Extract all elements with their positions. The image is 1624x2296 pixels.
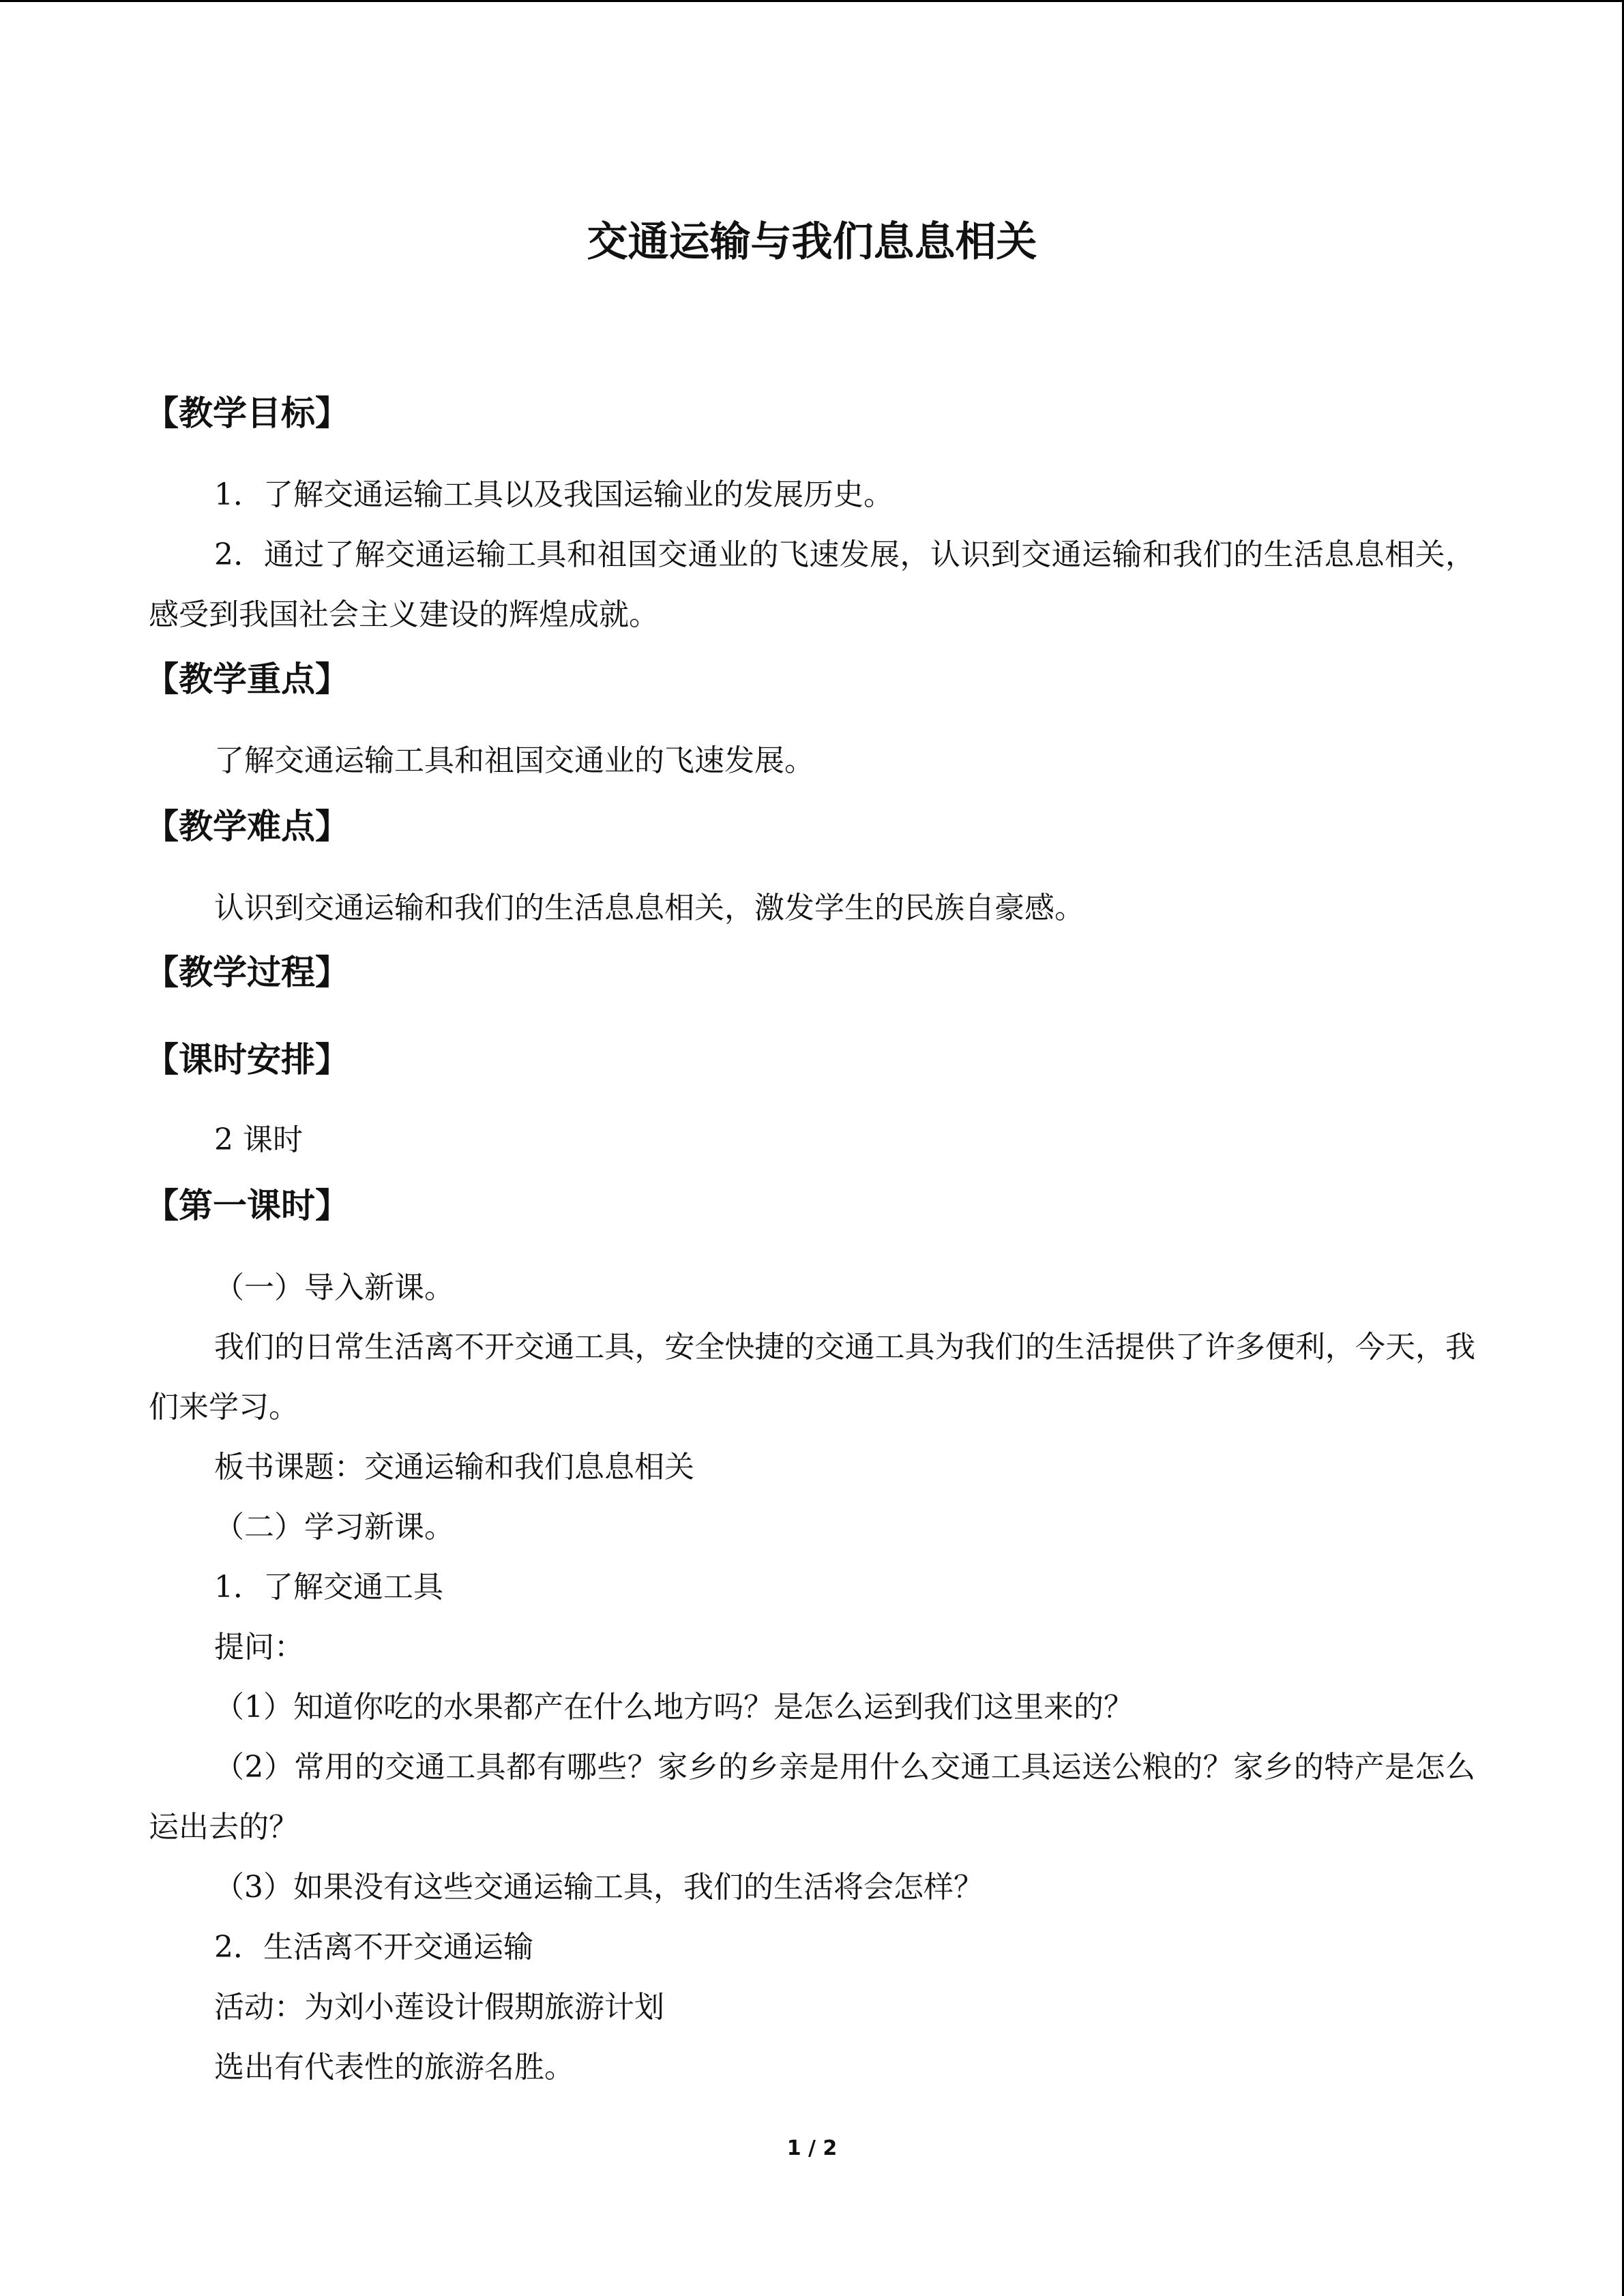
question-3: （3）如果没有这些交通运输工具，我们的生活将会怎样？	[214, 1870, 984, 1905]
part1-title: 1．了解交通工具	[214, 1570, 443, 1605]
heading-objectives: 【教学目标】	[145, 393, 349, 433]
objective-item-1: 1．了解交通运输工具以及我国运输业的发展历史。	[214, 477, 894, 512]
board-title: 板书课题：交通运输和我们息息相关	[214, 1450, 694, 1485]
schedule-text: 2 课时	[214, 1122, 303, 1157]
heading-process: 【教学过程】	[145, 953, 349, 992]
question-label: 提问：	[214, 1630, 304, 1665]
question-2: （2）常用的交通工具都有哪些？家乡的乡亲是用什么交通工具运送公粮的？家乡的特产是怎么运出去的？	[149, 1750, 1475, 1845]
document-title: 交通运输与我们息息相关	[587, 218, 1037, 266]
new-lesson-title: （二）学习新课。	[214, 1510, 454, 1545]
intro-title: （一）导入新课。	[214, 1270, 454, 1305]
page-border-top	[0, 0, 1624, 2]
activity-text: 活动：为刘小莲设计假期旅游计划	[214, 1990, 664, 2025]
question-1: （1）知道你吃的水果都产在什么地方吗？是怎么运到我们这里来的？	[214, 1690, 1134, 1725]
intro-text: 我们的日常生活离不开交通工具，安全快捷的交通工具为我们的生活提供了许多便利，今天，我们来学习。	[149, 1330, 1475, 1425]
heading-first-lesson: 【第一课时】	[145, 1186, 349, 1225]
heading-difficulties: 【教学难点】	[145, 807, 349, 846]
heading-schedule: 【课时安排】	[145, 1040, 349, 1079]
difficulties-text: 认识到交通运输和我们的生活息息相关，激发学生的民族自豪感。	[214, 891, 1084, 925]
heading-key-points: 【教学重点】	[145, 659, 349, 699]
select-text: 选出有代表性的旅游名胜。	[214, 2050, 574, 2085]
key-points-text: 了解交通运输工具和祖国交通业的飞速发展。	[214, 743, 814, 778]
page-number: 1 / 2	[786, 2136, 838, 2160]
part2-title: 2．生活离不开交通运输	[214, 1930, 533, 1965]
objective-item-2: 2．通过了解交通运输工具和祖国交通业的飞速发展，认识到交通运输和我们的生活息息相关，感受到我国社会主义建设的辉煌成就。	[149, 537, 1475, 632]
